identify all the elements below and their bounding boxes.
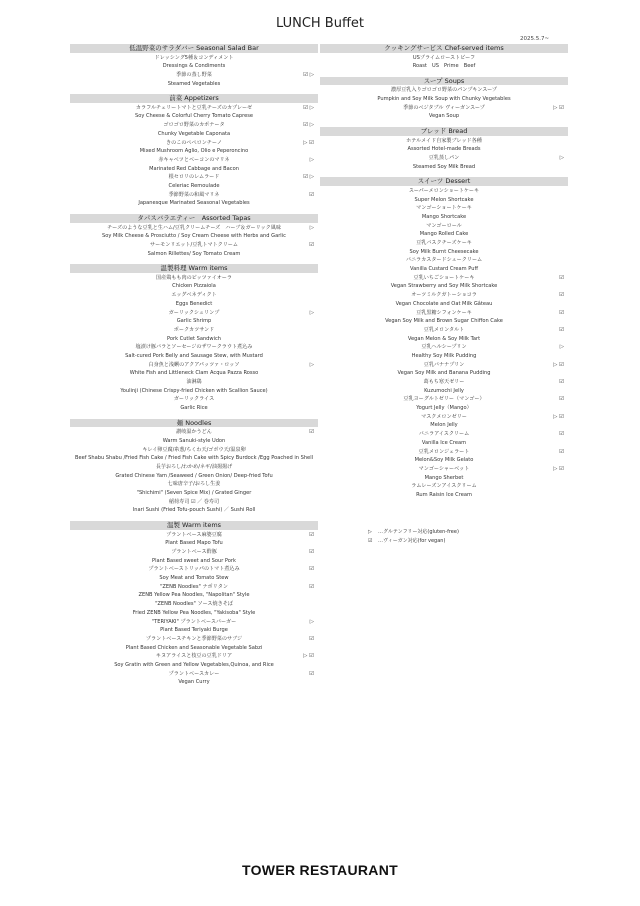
menu-item-text: "ZENB Noodles" ソース焼きそば [155,601,233,608]
menu-item-text: 讃岐温かうどん [176,429,212,436]
menu-item [70,250,318,259]
menu-item-text: Plant Based Chicken and Seasonable Vegetable Sabzi [125,644,263,651]
menu-item [70,609,318,618]
menu-item [320,248,568,257]
menu-item [70,54,318,63]
menu-item-text: Steamed Vegetables [167,80,221,87]
menu-item [70,361,318,370]
menu-item [70,309,318,318]
dietary-mark-icon: ☑ [559,379,564,385]
dietary-mark-icon: ☑ [309,241,314,248]
menu-item-text: Steamed Soy Milk Bread [412,163,476,170]
menu-item [320,137,568,146]
dietary-mark-icon: ☑ ▷ [303,122,314,129]
dietary-mark-icon: ▷ ☑ [303,139,314,146]
menu-item-text: Assorted Hotel-made Breads [407,146,481,153]
menu-item-text: 季節のベジタブル ヴィーガンスープ [403,104,485,111]
menu-item [70,600,318,609]
menu-item [70,300,318,309]
menu-item-text: チーズのような豆乳と生ハム/豆乳クリームチーズ ハーブ＆ガーリック風味 [107,224,281,231]
menu-item [320,196,568,205]
menu-item-text: Vanilla Ice Cream [421,439,467,446]
menu-section [320,77,568,121]
menu-item-text: 国産鶏もも肉のピッツァイオーラ [156,274,232,281]
menu-item-text: "TERIYAKI" プラントベースバーガー [151,618,237,625]
menu-item-text: マスクメロンゼリー [421,413,467,420]
menu-item [70,335,318,344]
menu-item-text: Pumpkin and Soy Milk Soup with Chunky Vegetables [377,96,511,103]
menu-item-text: マンゴーシャーベット [418,465,470,472]
menu-item-text: Marinated Red Cabbage and Bacon [149,165,239,172]
menu-item [70,446,318,455]
menu-item-text: Fried ZENB Yellow Pea Noodles, "Yakisoba" Style [132,609,256,616]
menu-item [320,335,568,344]
menu-item [70,147,318,156]
legend-row [368,537,568,546]
menu-item-text: ポークカツサンド [173,326,215,333]
menu-section [320,44,568,71]
menu-item-text: Salmon Rillettes/ Soy Tomato Cream [147,250,241,257]
menu-item-text: Healthy Soy Milk Pudding [411,352,477,359]
menu-item-text: Vegan Curry [178,679,210,686]
menu-item-text: Roast US Prime Beef [412,63,476,70]
menu-item [70,282,318,291]
menu-item [70,626,318,635]
menu-item-text: 豆乳メロンタルト [423,326,465,333]
menu-item [320,474,568,483]
menu-item-text: 季節の蒸し野菜 [176,71,212,78]
menu-item-text: USプライムローストビーフ [412,54,476,61]
menu-item [70,454,318,463]
legend-row [368,528,568,537]
menu-item-text: Plant Based Teriyaki Burge [160,627,228,634]
legend-text: …グルテンフリー対応(gluten-free) [378,528,459,535]
menu-item [320,309,568,318]
menu-item [320,112,568,121]
menu-item-text: 豆乳いちごショートケーキ [413,274,475,281]
menu-item-text: プラントベース酢豚 [171,549,217,555]
right-column [320,44,568,546]
menu-item-text: 根セロリのレムラード [168,174,220,181]
menu-item-text: プラントベーストリッパのトマト煮込み [148,566,240,573]
dietary-mark-icon: ▷ [309,361,314,368]
menu-item-text: マンゴーショートケーキ [416,205,472,212]
menu-item-text: エッグベネディクト [171,292,217,299]
menu-item-text: スーパーメロンショートケーキ [408,187,480,194]
menu-item [320,352,568,361]
menu-item [320,54,568,63]
menu-item [320,413,568,422]
dietary-mark-icon: ☑ [559,274,564,281]
menu-item [320,62,568,71]
dietary-mark-icon: ▷ ☑ [553,465,564,472]
menu-item [320,430,568,439]
menu-item [70,352,318,361]
menu-item-text: 長芋おろし/わかめ/ネギ/油揚揚げ [155,464,233,470]
menu-item [320,104,568,113]
menu-item-text: "Shichimi" (Seven Spice Mix) / Grated Ginger [136,490,252,497]
dietary-mark-icon: ☑ [559,396,564,403]
menu-item [320,482,568,491]
menu-item [70,274,318,283]
menu-item-text: Mango Rolled Cake [419,231,469,238]
menu-item [320,154,568,163]
menu-item [70,165,318,174]
section-header: タパスバラエティー Assorted Tapas [70,214,318,223]
dietary-mark-icon: ☑ [309,531,314,538]
menu-item-text: Beef Shabu Shabu /Fried Fish Cake / Fried Fish Cake with Spicy Burdock /Egg Poached in Shell [74,455,314,462]
menu-item [70,506,318,515]
menu-item-text: ガーリックライス [173,396,215,403]
menu-item-text: Grated Chinese Yam /Seaweed / Green Onion/ Deep-fried Tofu [115,472,273,479]
menu-item-text: Vegan Soup [428,113,460,120]
menu-item-text: Vegan Soy Milk and Banana Pudding [397,370,491,377]
menu-item-text: 稲荷寿司 ☑ ／ 巻寿司 [168,498,220,505]
menu-item-text: 塩漬け豚バラとソーセージのザワークラウト煮込み [135,344,253,351]
dietary-mark-icon: ☑ [559,448,564,455]
menu-item [70,618,318,627]
menu-item-text: Pork Cutlet Sandwich [166,335,222,342]
menu-item-text: ゴロゴロ野菜のカポナータ [163,122,225,129]
menu-item [320,274,568,283]
menu-item [320,361,568,370]
section-header: ブレッド Bread [320,127,568,136]
section-header: 前菜 Appetizers [70,94,318,103]
menu-item [320,326,568,335]
menu-item [320,282,568,291]
menu-item-text: Vegan Melon & Soy Milk Tart [407,335,481,342]
menu-item-text: ドレッシング5種＆コンディメント [154,54,234,61]
menu-item-text: 白身魚と浅蜊のアクアパッツァ・ロッソ [148,361,240,368]
menu-item [70,437,318,446]
menu-item-text: 油淋鶏 [186,379,202,385]
menu-item [320,291,568,300]
menu-item-text: バニラカスタードシュークリーム [405,257,483,264]
menu-item [70,661,318,670]
menu-item [70,291,318,300]
menu-item-text: Garlic Shrimp [176,318,212,325]
menu-section [70,264,318,413]
menu-item-text: プラントベースチキンと季節野菜のサブジ [145,635,243,642]
menu-item-text: "ZENB Noodles" ナポリタン [160,583,228,590]
menu-item [70,199,318,208]
menu-item-text: 葛もち寒天ゼリー [423,379,465,385]
menu-item [70,531,318,540]
menu-item [320,95,568,104]
menu-item-text: Celeriac Remoulade [168,182,220,189]
dietary-mark-icon: ☑ [309,583,314,590]
dietary-mark-icon: ▷ ☑ [553,413,564,420]
menu-item-text: Dressings & Condiments [162,63,226,70]
menu-section [320,127,568,171]
menu-item [320,317,568,326]
menu-item-text: Plant Based Mapo Tofu [165,540,223,547]
menu-item-text: 赤キャベツとベーコンのマリネ [158,156,230,163]
menu-item-text: ラムレーズンアイスクリーム [411,483,477,490]
menu-item-text: White Fish and Littleneck Clam Acqua Pazza Rosso [129,370,259,377]
menu-section [320,177,568,499]
menu-date: 2025.5.7~ [520,36,550,42]
menu-item [70,404,318,413]
menu-item [70,395,318,404]
menu-item-text: オーツミルクガトーショコラ [411,292,477,299]
menu-item [70,317,318,326]
menu-item [70,326,318,335]
menu-item-text: Soy Milk Burnt Cheesecake [409,248,479,255]
menu-item-text: Rum Raisin Ice Cream [416,491,472,498]
menu-item-text: Inari Sushi (Fried Tofu-pouch Sushi) ／ Sushi Roll [132,507,256,514]
menu-item-text: きのこのペペロンチーノ [166,139,222,146]
menu-item-text: ガーリックシュリンプ [168,309,220,316]
menu-item-text: Salt-cured Pork Belly and Sausage Stew, with Mustard [125,352,263,359]
menu-item [320,213,568,222]
menu-item [70,156,318,165]
menu-item-text: キレイ卵豆腐/糸葱/ちくわ天/ゴボウ天/温泉卵 [142,446,246,453]
menu-item-text: バニラアイスクリーム [418,431,470,438]
menu-item-text: キヌアライスと枝豆の豆乳ドリア [155,653,233,660]
menu-item-text: Vegan Chocolate and Oat Milk Gâteau [395,300,493,307]
menu-item [320,343,568,352]
menu-item [70,652,318,661]
menu-item [320,456,568,465]
dietary-mark-icon: ▷ ☑ [553,361,564,368]
menu-item [320,265,568,274]
menu-section [70,419,318,515]
menu-item [70,489,318,498]
dietary-mark-icon: ▷ [559,155,564,161]
dietary-mark-icon: ☑ [559,292,564,299]
menu-item-text: 豆乳ヨーグルトゼリー（マンゴー） [403,396,485,403]
vegan-icon: ☑ [368,537,373,544]
dietary-legend [368,528,568,546]
page-title: LUNCH Buffet [275,16,365,31]
menu-item [70,548,318,557]
dietary-mark-icon: ▷ ☑ [303,653,314,660]
menu-item-text: Chunky Vegetable Caponata [157,130,231,137]
menu-item-text: Vegan Soy Milk and Brown Sugar Chiffon Cake [385,318,503,325]
menu-item [70,232,318,241]
menu-item [70,173,318,182]
menu-item-text: Warm Sanuki-style Udon [162,437,226,444]
menu-item [70,557,318,566]
menu-item [70,224,318,233]
menu-section [70,94,318,208]
menu-item-text: 豆乳ヘルシープリン [421,344,467,351]
menu-item-text: Melon&Soy Milk Gelato [414,457,474,464]
menu-item [320,145,568,154]
menu-item [320,491,568,500]
menu-item [70,463,318,472]
menu-item [70,428,318,437]
left-column [70,44,318,693]
menu-item [320,230,568,239]
gluten-free-icon: ▷ [368,528,372,535]
menu-item [320,439,568,448]
menu-item [70,80,318,89]
menu-item [70,241,318,250]
menu-item [70,387,318,396]
menu-item [70,472,318,481]
menu-item [320,404,568,413]
menu-item-text: マンゴーロール [426,222,462,229]
menu-item-text: Vanilla Custard Cream Puff [410,266,478,273]
dietary-mark-icon: ☑ ▷ [303,174,314,181]
menu-item [70,539,318,548]
menu-item-text: Soy Cheese & Colorful Cherry Tomato Caprese [134,113,254,120]
menu-item-text: Super Melon Shortcake [414,196,474,203]
menu-item-text: 豆乳バナナプリン [423,361,465,368]
menu-item [320,465,568,474]
menu-item-text: カラフルチェリートマトと豆乳チーズのカプレーゼ [135,104,253,111]
menu-item [70,583,318,592]
menu-item-text: Youlinji (Chinese Crispy-fried Chicken with Scallion Sauce) [120,387,268,394]
menu-item [70,369,318,378]
section-header: 低温野菜のサラダバー Seasonal Salad Bar [70,44,318,53]
menu-item-text: Garlic Rice [180,405,208,412]
menu-item [320,239,568,248]
menu-item-text: Soy Gratin with Green and Yellow Vegetables,Quinoa, and Rice [114,661,274,668]
dietary-mark-icon: ☑ [559,326,564,333]
menu-item [70,343,318,352]
menu-item-text: Yogurt Jelly（Mango） [416,405,472,412]
dietary-mark-icon: ☑ [309,191,314,198]
menu-item-text: サーモンリエット/豆乳トマトクリーム [149,241,238,248]
menu-item [320,421,568,430]
dietary-mark-icon: ▷ [309,156,314,163]
section-header: 麺 Noodles [70,419,318,428]
menu-item [70,71,318,80]
menu-item-text: Soy Meat and Tomato Stew [159,575,229,582]
menu-item [320,300,568,309]
menu-item-text: Japanesque Marinated Seasonal Vegetables [138,200,250,207]
dietary-mark-icon: ☑ [309,566,314,573]
menu-item [320,395,568,404]
menu-item-text: Mixed Mushroom Aglio, Olio e Peperoncino [139,148,249,155]
dietary-mark-icon: ☑ [309,635,314,642]
menu-item [320,204,568,213]
dietary-mark-icon: ☑ [559,309,564,316]
dietary-mark-icon: ☑ ▷ [303,71,314,78]
menu-section [70,521,318,687]
menu-item [70,191,318,200]
menu-item-text: Kuzumochi Jelly [424,387,464,394]
menu-item-text: Chicken Pizzaiola [172,283,216,290]
menu-item [320,256,568,265]
menu-item [70,130,318,139]
menu-item [70,378,318,387]
menu-item-text: ホテルメイド自家製ブレッド各種 [406,137,482,144]
menu-item [70,182,318,191]
menu-item-text: 豆乳蒸しパン [428,155,460,161]
dietary-mark-icon: ▷ [309,618,314,625]
menu-item-text: Vegan Strawberry and Soy Milk Shortcake [390,283,498,290]
menu-item [320,163,568,172]
dietary-mark-icon: ☑ [309,549,314,555]
menu-item [70,574,318,583]
dietary-mark-icon: ▷ ☑ [553,104,564,111]
dietary-mark-icon: ☑ [309,429,314,436]
menu-item-text: Mango Shortcake [421,213,467,220]
menu-section [70,214,318,258]
menu-item [70,139,318,148]
menu-item [70,480,318,489]
menu-item-text: 濃厚豆乳入りゴロゴロ野菜のパンプキンスープ [390,87,498,94]
menu-item-text: 豆乳メロンジェラート [418,448,470,455]
menu-item-text: プラントベースカレー [168,670,220,677]
menu-item [70,591,318,600]
menu-section [70,44,318,88]
menu-item [70,104,318,113]
menu-item-text: 豆乳黒糖シフォンケーキ [416,309,472,316]
section-header: クッキングサービス Chef-served items [320,44,568,53]
menu-item-text: プラントベース麻婆豆腐 [166,531,222,538]
dietary-mark-icon: ☑ [309,670,314,677]
dietary-mark-icon: ▷ [309,224,314,231]
menu-item [320,187,568,196]
menu-item [70,644,318,653]
section-header: 温製 Warm items [70,521,318,530]
menu-item [320,448,568,457]
section-header: 温製料理 Warm items [70,264,318,273]
menu-item-text: Mango Sherbet [424,474,464,481]
dietary-mark-icon: ▷ [309,309,314,316]
menu-item [320,86,568,95]
menu-item-text: 七味唐辛子/おろし生姜 [167,481,221,488]
menu-item [320,387,568,396]
menu-item [70,635,318,644]
menu-item [320,378,568,387]
menu-item [70,565,318,574]
menu-item-text: Soy Milk Cheese & Prosciutto / Soy Cream Cheese with Herbs and Garlic [102,233,286,240]
restaurant-brand: TOWER RESTAURANT [242,862,398,878]
dietary-mark-icon: ☑ ▷ [303,104,314,111]
menu-item [320,369,568,378]
menu-item-text: 豆乳バスクチーズケーキ [416,240,472,246]
menu-item [70,121,318,130]
section-header: スープ Soups [320,77,568,86]
menu-item [70,670,318,679]
menu-item [70,112,318,121]
menu-item-text: 季節野菜の和風マリネ [168,191,220,198]
menu-item-text: Melon Jelly [430,422,458,429]
dietary-mark-icon: ▷ [559,344,564,351]
menu-item [70,678,318,687]
menu-item [70,62,318,71]
legend-text: …ヴィーガン対応(for vegan) [378,537,446,544]
dietary-mark-icon: ☑ [559,431,564,438]
menu-item-text: ZENB Yellow Pea Noodles, "Napolitan" Style [138,592,250,599]
section-header: スイーツ Dessert [320,177,568,186]
menu-item [70,498,318,507]
menu-item-text: Plant Based sweet and Sour Pork [152,557,236,564]
menu-item-text: Eggs Benedict [175,300,213,307]
menu-item [320,222,568,231]
